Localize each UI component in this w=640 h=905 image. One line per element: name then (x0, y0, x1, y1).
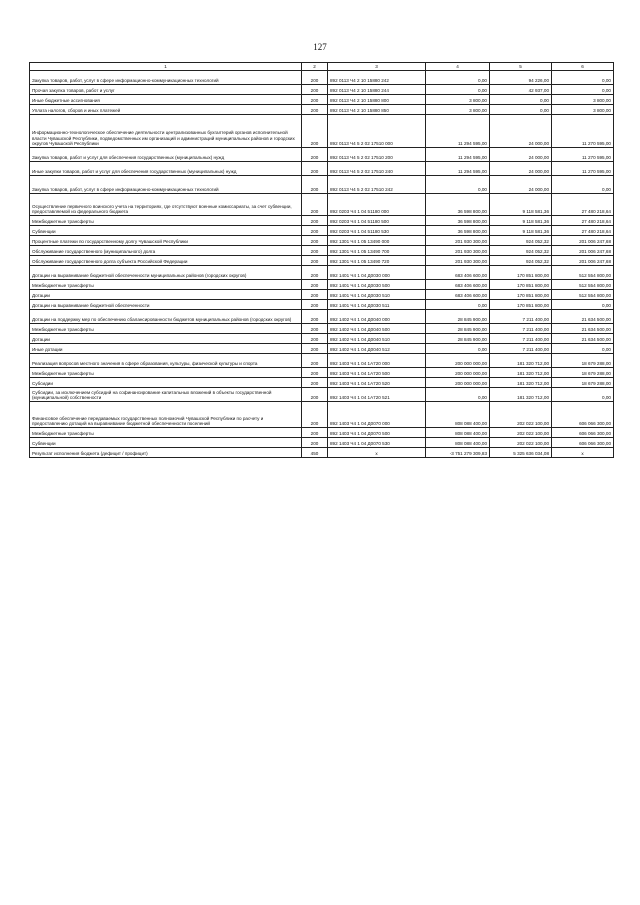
row-remaining: 0,00 (552, 388, 614, 402)
budget-execution-table (29, 62, 614, 458)
row-kbk: 892 1301 Ч4 1 05 13490 700 (328, 246, 426, 256)
row-approved: 36 598 800,00 (426, 226, 490, 236)
table-row (30, 246, 614, 256)
row-code: 200 (302, 176, 328, 194)
row-name: Финансовое обеспечение передаваемых государственных полномочий Чувашской Республики по расчету и предоставлению дотаций на выравнивание бюджетной обеспеченности поселений (30, 402, 302, 428)
table-row (30, 378, 614, 388)
row-approved: 201 930 300,00 (426, 236, 490, 246)
row-name: Дотации (30, 290, 302, 300)
header-cell: 5 (490, 63, 552, 71)
table-row (30, 388, 614, 402)
row-executed: 9 118 581,36 (490, 226, 552, 236)
result-row (30, 448, 614, 458)
header-row (30, 63, 614, 71)
row-name: Субсидии (30, 378, 302, 388)
row-name: Субвенции (30, 438, 302, 448)
table-row (30, 256, 614, 266)
table-row (30, 368, 614, 378)
table-row (30, 354, 614, 368)
row-approved: 3 800,00 (426, 105, 490, 115)
row-name: Обслуживание государственного (муниципального) долга (30, 246, 302, 256)
row-remaining: 27 480 218,64 (552, 216, 614, 226)
row-name: Уплата налогов, сборов и иных платежей (30, 105, 302, 115)
row-approved: 200 000 000,00 (426, 354, 490, 368)
result-executed: 5 325 636 034,08 (490, 448, 552, 458)
row-code: 200 (302, 266, 328, 280)
row-name: Межбюджетные трансферты (30, 368, 302, 378)
row-kbk: 892 1301 Ч4 1 05 13490 720 (328, 256, 426, 266)
row-kbk: 892 1301 Ч4 1 05 13490 000 (328, 236, 426, 246)
table-row (30, 95, 614, 105)
row-executed: 42 937,00 (490, 85, 552, 95)
row-remaining: 512 554 800,00 (552, 290, 614, 300)
row-name: Иные закупки товаров, работ и услуг для обеспечения государственных (муниципальных) нужд (30, 162, 302, 176)
row-name: Дотации на выравнивание бюджетной обеспеченности (30, 300, 302, 310)
header-cell: 3 (328, 63, 426, 71)
row-executed: 9 118 581,36 (490, 216, 552, 226)
row-code: 200 (302, 226, 328, 236)
row-approved: 36 598 800,00 (426, 216, 490, 226)
table-row (30, 310, 614, 324)
row-executed: 924 052,32 (490, 256, 552, 266)
row-approved: 0,00 (426, 85, 490, 95)
row-remaining: 606 066 300,00 (552, 438, 614, 448)
result-kbk: x (328, 448, 426, 458)
table-row (30, 105, 614, 115)
row-executed: 24 000,00 (490, 176, 552, 194)
row-name: Дотации на поддержку мер по обеспечению сбалансированности бюджетов муниципальных районов (городских округов) (30, 310, 302, 324)
row-executed: 7 211 400,00 (490, 344, 552, 354)
row-name: Прочая закупка товаров, работ и услуг (30, 85, 302, 95)
row-name: Осуществление первичного воинского учета на территориях, где отсутствуют военные комиссариаты, за счет субвенции, предоставляемой из федерального бюджета (30, 194, 302, 216)
row-kbk: 892 0113 Ч4 2 10 15880 242 (328, 71, 426, 85)
row-code: 200 (302, 402, 328, 428)
row-approved: 11 294 595,00 (426, 115, 490, 148)
row-code: 200 (302, 162, 328, 176)
table-row (30, 290, 614, 300)
row-remaining: 0,00 (552, 300, 614, 310)
row-remaining: 0,00 (552, 85, 614, 95)
row-executed: 7 211 400,00 (490, 334, 552, 344)
row-kbk: 892 1402 Ч4 1 04 Д0040 000 (328, 310, 426, 324)
header-cell: 4 (426, 63, 490, 71)
row-executed: 94 226,00 (490, 71, 552, 85)
row-approved: 808 088 400,00 (426, 438, 490, 448)
row-executed: 924 052,32 (490, 236, 552, 246)
row-code: 200 (302, 95, 328, 105)
row-kbk: 892 1403 Ч4 1 04 Д0070 530 (328, 438, 426, 448)
row-approved: 0,00 (426, 71, 490, 85)
row-kbk: 892 1401 Ч4 1 04 Д0030 500 (328, 280, 426, 290)
row-code: 200 (302, 194, 328, 216)
row-code: 200 (302, 105, 328, 115)
row-code: 200 (302, 428, 328, 438)
row-remaining: 18 679 288,00 (552, 368, 614, 378)
row-code: 200 (302, 344, 328, 354)
table-row (30, 176, 614, 194)
row-executed: 0,00 (490, 105, 552, 115)
table-row (30, 216, 614, 226)
table-row (30, 402, 614, 428)
row-kbk: 892 1401 Ч4 1 04 Д0030 510 (328, 290, 426, 300)
row-remaining: 512 554 800,00 (552, 266, 614, 280)
row-name: Информационно-технологическое обеспечение деятельности централизованных бухгалтерий органов исполнительной власти Чувашской Республики, подведомственных им организаций и администраций муниципальных районов и городских округов Чувашской Республики (30, 115, 302, 148)
row-kbk: 892 0113 Ч4 2 10 15880 244 (328, 85, 426, 95)
row-executed: 924 052,32 (490, 246, 552, 256)
row-name: Закупка товаров, работ, услуг в сфере информационно-коммуникационных технологий (30, 176, 302, 194)
row-kbk: 892 0113 Ч4 5 2 02 17510 242 (328, 176, 426, 194)
row-kbk: 892 0203 Ч4 1 04 51180 000 (328, 194, 426, 216)
row-code: 200 (302, 300, 328, 310)
row-name: Субсидии, за исключением субсидий на софинансирование капитальных вложений в объекты государственной (муниципальной) собственности (30, 388, 302, 402)
row-code: 200 (302, 368, 328, 378)
row-executed: 7 211 400,00 (490, 310, 552, 324)
table-row (30, 71, 614, 85)
row-name: Обслуживание государственного долга субъекта Российской Федерации (30, 256, 302, 266)
row-executed: 9 118 581,36 (490, 194, 552, 216)
row-kbk: 892 1401 Ч4 1 04 Д0030 511 (328, 300, 426, 310)
row-remaining: 27 480 218,64 (552, 194, 614, 216)
row-kbk: 892 1403 Ч4 1 04 1А720 000 (328, 354, 426, 368)
row-remaining: 201 006 247,68 (552, 246, 614, 256)
row-kbk: 892 1401 Ч4 1 04 Д0030 000 (328, 266, 426, 280)
row-kbk: 892 0113 Ч4 5 2 02 17510 240 (328, 162, 426, 176)
row-code: 200 (302, 378, 328, 388)
table-row (30, 280, 614, 290)
table-row (30, 438, 614, 448)
row-remaining: 0,00 (552, 176, 614, 194)
table-row (30, 334, 614, 344)
row-approved: 0,00 (426, 344, 490, 354)
row-approved: 683 406 600,00 (426, 280, 490, 290)
row-code: 200 (302, 256, 328, 266)
result-remaining: x (552, 448, 614, 458)
row-code: 200 (302, 334, 328, 344)
row-code: 200 (302, 354, 328, 368)
row-executed: 181 320 712,00 (490, 378, 552, 388)
row-approved: 0,00 (426, 388, 490, 402)
row-approved: 200 000 000,00 (426, 368, 490, 378)
row-approved: 808 088 400,00 (426, 428, 490, 438)
row-executed: 24 000,00 (490, 115, 552, 148)
row-approved: 683 406 600,00 (426, 290, 490, 300)
row-remaining: 0,00 (552, 71, 614, 85)
row-approved: 201 930 300,00 (426, 256, 490, 266)
table-row (30, 344, 614, 354)
result-approved: -3 751 279 309,83 (426, 448, 490, 458)
row-approved: 200 000 000,00 (426, 378, 490, 388)
table-row (30, 226, 614, 236)
row-kbk: 892 1403 Ч4 1 04 1А720 520 (328, 378, 426, 388)
row-code: 200 (302, 216, 328, 226)
row-executed: 170 851 800,00 (490, 290, 552, 300)
row-name: Дотации на выравнивание бюджетной обеспеченности муниципальных районов (городских округов) (30, 266, 302, 280)
row-remaining: 512 554 800,00 (552, 280, 614, 290)
table-body (30, 71, 614, 458)
row-name: Иные дотации (30, 344, 302, 354)
row-kbk: 892 0203 Ч4 1 04 51180 500 (328, 216, 426, 226)
row-remaining: 606 066 300,00 (552, 428, 614, 438)
row-executed: 181 320 712,00 (490, 368, 552, 378)
row-remaining: 11 270 595,00 (552, 162, 614, 176)
row-kbk: 892 1402 Ч4 1 04 Д0040 512 (328, 344, 426, 354)
row-remaining: 11 270 595,00 (552, 115, 614, 148)
row-executed: 202 022 100,00 (490, 438, 552, 448)
table-row (30, 300, 614, 310)
table-row (30, 115, 614, 148)
row-remaining: 201 006 247,68 (552, 236, 614, 246)
row-remaining: 21 634 500,00 (552, 310, 614, 324)
row-executed: 24 000,00 (490, 148, 552, 162)
row-name: Закупка товаров, работ, услуг в сфере информационно-коммуникационных технологий (30, 71, 302, 85)
row-executed: 170 851 800,00 (490, 300, 552, 310)
table-row (30, 162, 614, 176)
row-code: 200 (302, 388, 328, 402)
page-number: 127 (313, 42, 327, 52)
header-cell: 2 (302, 63, 328, 71)
row-kbk: 892 0113 Ч4 2 10 15880 850 (328, 105, 426, 115)
row-approved: 0,00 (426, 300, 490, 310)
row-executed: 202 022 100,00 (490, 428, 552, 438)
row-approved: 0,00 (426, 176, 490, 194)
row-remaining: 18 679 288,00 (552, 354, 614, 368)
row-name: Субвенции (30, 226, 302, 236)
row-remaining: 201 006 247,68 (552, 256, 614, 266)
row-remaining: 27 480 218,64 (552, 226, 614, 236)
row-name: Межбюджетные трансферты (30, 324, 302, 334)
table-row (30, 148, 614, 162)
row-remaining: 3 800,00 (552, 105, 614, 115)
row-approved: 36 598 800,00 (426, 194, 490, 216)
row-code: 200 (302, 148, 328, 162)
row-kbk: 892 1403 Ч4 1 04 Д0070 500 (328, 428, 426, 438)
row-remaining: 11 270 595,00 (552, 148, 614, 162)
row-name: Закупка товаров, работ и услуг для обеспечения государственных (муниципальных) нужд (30, 148, 302, 162)
row-kbk: 892 0113 Ч4 2 10 15880 800 (328, 95, 426, 105)
row-kbk: 892 0113 Ч4 5 2 02 17510 200 (328, 148, 426, 162)
row-executed: 170 851 800,00 (490, 280, 552, 290)
row-name: Дотации (30, 334, 302, 344)
row-code: 200 (302, 290, 328, 300)
header-cell: 1 (30, 63, 302, 71)
table-row (30, 266, 614, 280)
row-approved: 3 800,00 (426, 95, 490, 105)
row-name: Реализация вопросов местного значения в сфере образования, культуры, физической культуры и спорта (30, 354, 302, 368)
row-approved: 28 845 900,00 (426, 334, 490, 344)
row-approved: 11 294 595,00 (426, 162, 490, 176)
row-executed: 181 320 712,00 (490, 354, 552, 368)
row-code: 200 (302, 71, 328, 85)
row-executed: 181 320 712,00 (490, 388, 552, 402)
row-remaining: 21 634 500,00 (552, 334, 614, 344)
row-code: 200 (302, 324, 328, 334)
row-kbk: 892 0203 Ч4 1 04 51180 530 (328, 226, 426, 236)
result-name: Результат исполнения бюджета (дефицит / профицит) (30, 448, 302, 458)
row-code: 200 (302, 85, 328, 95)
table-row (30, 85, 614, 95)
result-code: 450 (302, 448, 328, 458)
row-code: 200 (302, 246, 328, 256)
row-name: Межбюджетные трансферты (30, 216, 302, 226)
row-approved: 28 845 900,00 (426, 310, 490, 324)
row-name: Межбюджетные трансферты (30, 428, 302, 438)
row-executed: 170 851 800,00 (490, 266, 552, 280)
table-row (30, 236, 614, 246)
row-kbk: 892 1403 Ч4 1 04 1А720 500 (328, 368, 426, 378)
row-remaining: 606 066 300,00 (552, 402, 614, 428)
row-approved: 808 088 400,00 (426, 402, 490, 428)
row-executed: 24 000,00 (490, 162, 552, 176)
row-approved: 683 406 600,00 (426, 266, 490, 280)
row-executed: 202 022 100,00 (490, 402, 552, 428)
row-name: Иные бюджетные ассигнования (30, 95, 302, 105)
row-remaining: 21 634 500,00 (552, 324, 614, 334)
row-kbk: 892 1403 Ч4 1 04 Д0070 000 (328, 402, 426, 428)
row-name: Процентные платежи по государственному долгу Чувашской Республики (30, 236, 302, 246)
row-code: 200 (302, 115, 328, 148)
row-kbk: 892 1402 Ч4 1 04 Д0040 510 (328, 334, 426, 344)
row-kbk: 892 0113 Ч4 5 2 02 17510 000 (328, 115, 426, 148)
table-row (30, 194, 614, 216)
row-code: 200 (302, 236, 328, 246)
row-remaining: 3 800,00 (552, 95, 614, 105)
row-code: 200 (302, 280, 328, 290)
row-name: Межбюджетные трансферты (30, 280, 302, 290)
row-executed: 7 211 400,00 (490, 324, 552, 334)
row-approved: 11 294 595,00 (426, 148, 490, 162)
row-approved: 28 845 900,00 (426, 324, 490, 334)
row-code: 200 (302, 438, 328, 448)
header-cell: 6 (552, 63, 614, 71)
row-remaining: 0,00 (552, 344, 614, 354)
row-executed: 0,00 (490, 95, 552, 105)
row-approved: 201 930 300,00 (426, 246, 490, 256)
row-kbk: 892 1403 Ч4 1 04 1А720 521 (328, 388, 426, 402)
table-row (30, 428, 614, 438)
row-kbk: 892 1402 Ч4 1 04 Д0040 500 (328, 324, 426, 334)
row-remaining: 18 679 288,00 (552, 378, 614, 388)
row-code: 200 (302, 310, 328, 324)
table-row (30, 324, 614, 334)
